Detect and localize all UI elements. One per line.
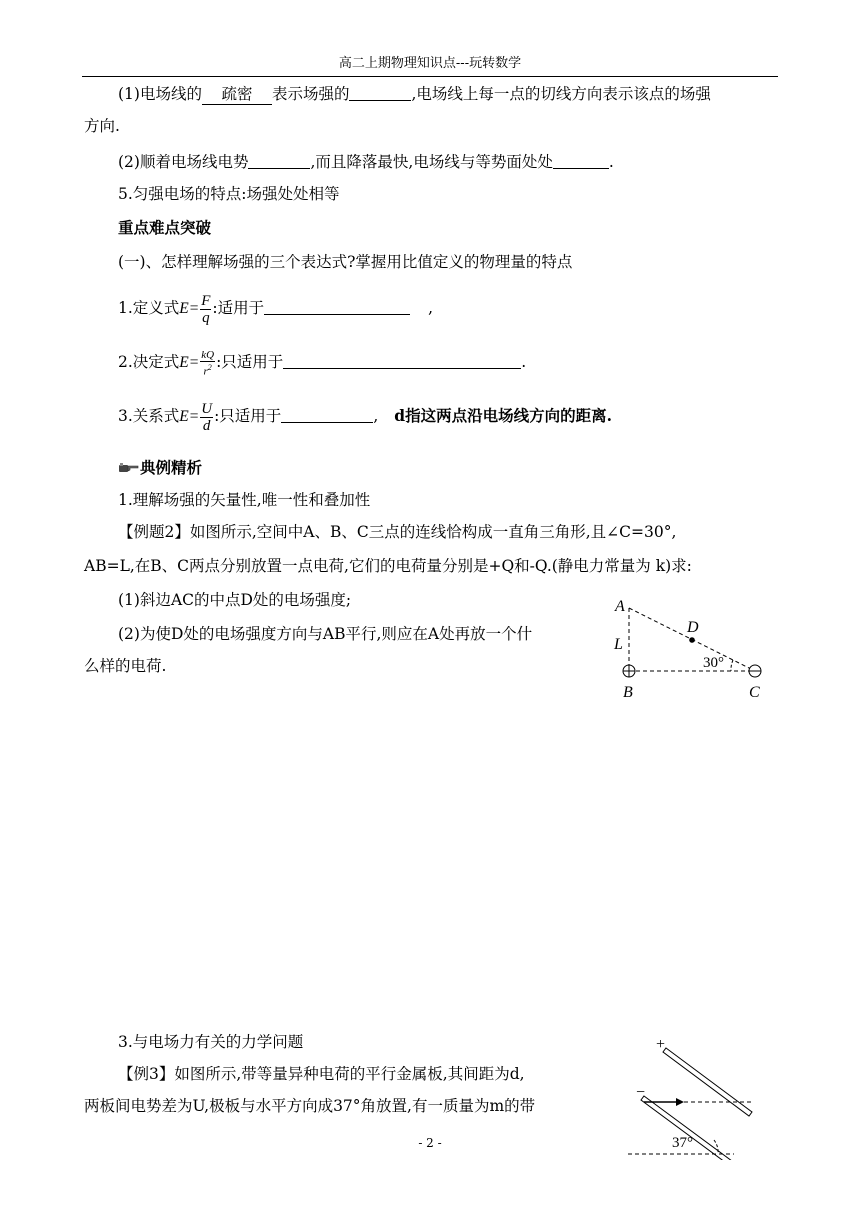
figure-right-triangle	[605, 598, 785, 706]
line-potential: (2)顺着电场线电势 ,而且降落最快,电场线与等势面处处 .	[118, 153, 614, 171]
examples-heading: 典例精析	[118, 458, 202, 478]
example3-line1: 【例3】如图所示,带等量异种电荷的平行金属板,其间距为d,	[118, 1065, 525, 1083]
label-plus: +	[656, 1036, 666, 1053]
fraction-U-over-d: $\frac{U}{d}$	[201, 400, 213, 434]
blank-potential	[248, 154, 310, 169]
example2-question2: (2)为使D处的电场强度方向与AB平行,则应在A处再放一个什	[118, 625, 533, 643]
example3-line2: 两板间电势差为U,极板与水平方向成37°角放置,有一质量为m的带	[84, 1097, 536, 1115]
label-D: D	[687, 619, 699, 636]
topic-vector-field: 1.理解场强的矢量性,唯一性和叠加性	[118, 491, 371, 509]
fraction-F-over-q: $\frac{F}{q}$	[201, 292, 211, 326]
label-30-degree: 30°	[703, 655, 724, 671]
page-number: - 2 -	[418, 1136, 442, 1150]
filled-blank-density: 疏密	[202, 84, 272, 105]
topic-electric-force-mechanics: 3.与电场力有关的力学问题	[118, 1033, 304, 1051]
label-37-degree: 37°	[672, 1135, 693, 1151]
formula-definition: 1.定义式E= $\frac{F}{q}$ :适用于 ,	[118, 292, 434, 326]
line-uniform-field: 5.匀强电场的特点:场强处处相等	[118, 185, 340, 203]
blank-relation-scope	[281, 408, 373, 423]
label-L: L	[614, 636, 623, 653]
key-points-subheading: (一)、怎样理解场强的三个表达式?掌握用比值定义的物理量的特点	[118, 253, 573, 271]
example2-question2-cont: 么样的电荷.	[84, 657, 167, 675]
blank-definition-scope	[264, 300, 410, 315]
line-field-density: (1)电场线的 疏密 表示场强的 ,电场线上每一点的切线方向表示该点的场强	[118, 85, 711, 103]
midpoint-D-dot	[689, 637, 695, 643]
example2-question1: (1)斜边AC的中点D处的电场强度;	[118, 591, 352, 609]
header-rule	[82, 76, 778, 77]
label-minus: −	[636, 1084, 646, 1101]
example2-line1: 【例题2】如图所示,空间中A、B、C三点的连线恰构成一直角三角形,且∠C=30°,	[118, 523, 677, 541]
fraction-kQ-over-r2: $\frac{kQ}{r^2}$	[201, 348, 215, 378]
header-title: 高二上期物理知识点---玩转数学	[338, 56, 522, 71]
blank-perpendicular	[553, 154, 609, 169]
label-C: C	[749, 684, 760, 701]
formula-determination: 2.决定式E= $\frac{kQ}{r^2}$ :只适用于 .	[118, 348, 527, 378]
blank-determination-scope	[283, 354, 521, 369]
label-A: A	[615, 598, 625, 615]
line-direction: 方向.	[84, 117, 120, 135]
label-B: B	[623, 684, 633, 701]
blank-field-strength	[349, 86, 411, 101]
key-points-heading: 重点难点突破	[118, 218, 212, 237]
pointing-hand-icon	[118, 460, 140, 474]
formula-relation: 3.关系式E= $\frac{U}{d}$ :只适用于 , d指这两点沿电场线方向的距离.	[118, 400, 612, 434]
example2-line2: AB=L,在B、C两点分别放置一点电荷,它们的电荷量分别是+Q和-Q.(静电力常量为 k)求:	[84, 557, 692, 575]
page-header	[0, 56, 860, 72]
